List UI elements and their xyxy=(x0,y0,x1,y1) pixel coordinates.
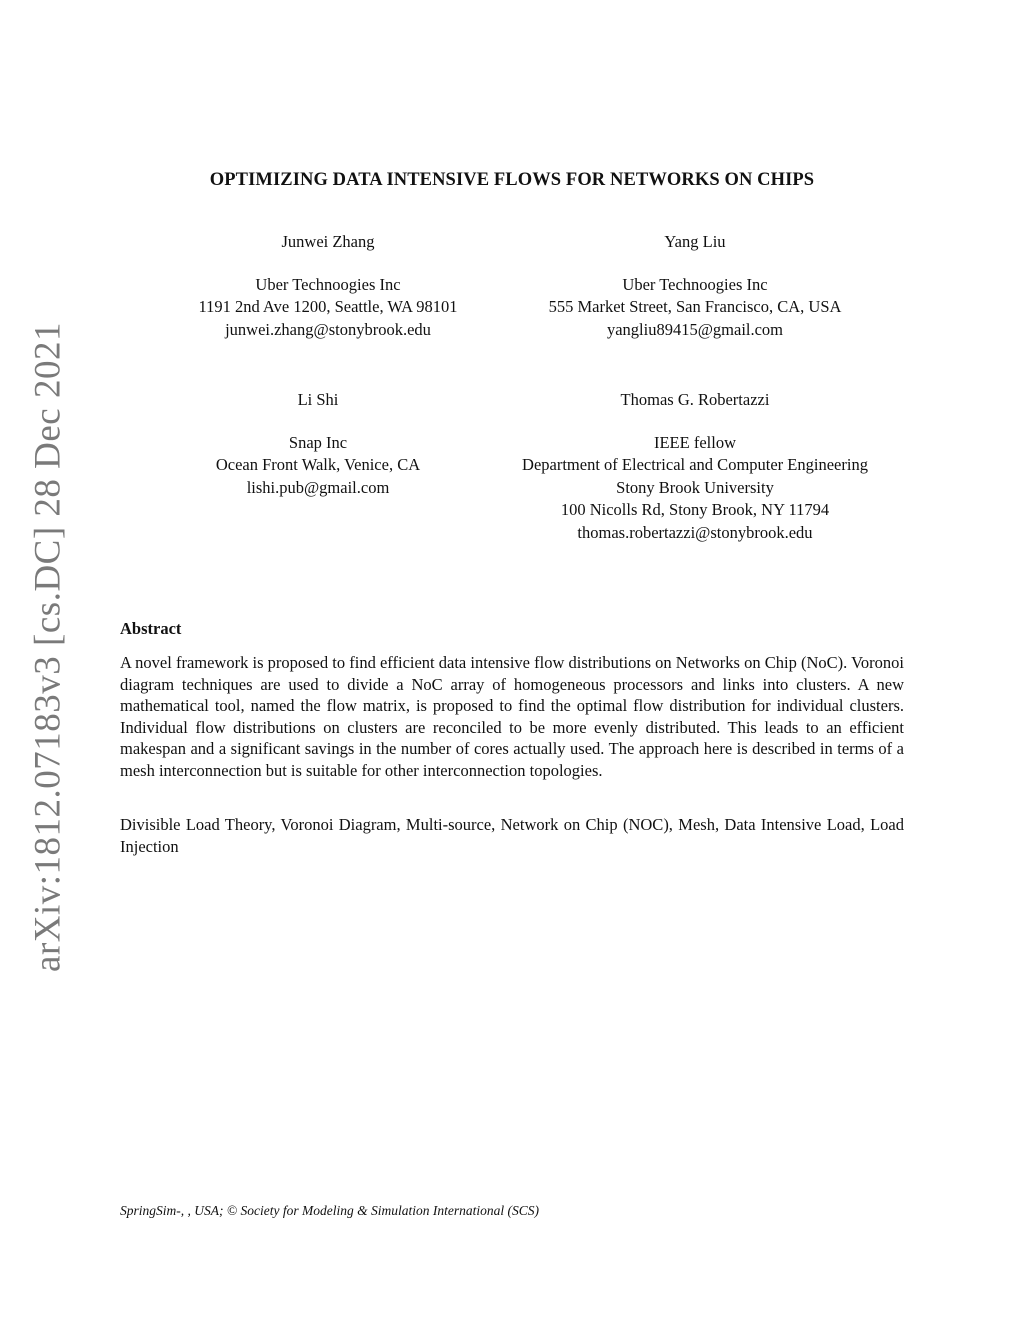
author-name: Li Shi xyxy=(297,390,339,409)
conference-footer: SpringSim-, , USA; © Society for Modeling & Simulation International (SCS) xyxy=(120,1203,539,1218)
arxiv-identifier: arXiv:1812.07183v3 [cs.DC] 28 Dec 2021 xyxy=(27,322,69,972)
abstract-text: A novel framework is proposed to find efficient data intensive flow distributions on Networks on Chip (NoC). Voronoi diagram techniques are used to divide a NoC array of homogeneous processors and links into clusters. A new mathematical tool, named the flow matrix, is proposed to find the optimal flow distribution for individual clusters. Individual flow distributions on clusters are reconciled to be more evenly distributed. This leads to an efficient makespan and a significant savings in the number of cores actually used. The approach here is described in terms of a mesh interconnection but is suitable for other interconnection topologies. xyxy=(120,653,904,780)
author-email: yangliu89415@gmail.com xyxy=(606,319,784,339)
keywords: Divisible Load Theory, Voronoi Diagram, Multi-source, Network on Chip (NOC), Mesh, Data Intensive Load, Load Injection xyxy=(120,815,904,856)
author-address: 100 Nicolls Rd, Stony Brook, NY 11794 xyxy=(560,500,830,519)
author-address: 1191 2nd Ave 1200, Seattle, WA 98101 xyxy=(198,297,458,316)
author-affiliation: Uber Technoogies Inc xyxy=(255,274,401,294)
author-address: Ocean Front Walk, Venice, CA xyxy=(215,455,421,474)
author-affiliation: Uber Technoogies Inc xyxy=(622,274,768,294)
author-email: junwei.zhang@stonybrook.edu xyxy=(225,319,431,339)
author-affiliation: Stony Brook University xyxy=(616,477,774,497)
author-block-yang-liu xyxy=(485,231,905,341)
author-title: IEEE fellow xyxy=(653,432,736,452)
author-name: Yang Liu xyxy=(664,232,726,251)
author-email: thomas.robertazzi@stonybrook.edu xyxy=(577,522,813,542)
paper-title: OPTIMIZING DATA INTENSIVE FLOWS FOR NETWORKS ON CHIPS xyxy=(209,170,815,190)
author-name: Thomas G. Robertazzi xyxy=(620,390,770,409)
author-address: 555 Market Street, San Francisco, CA, USA xyxy=(548,297,842,316)
author-block-thomas-robertazzi xyxy=(485,389,905,544)
author-email: lishi.pub@gmail.com xyxy=(246,477,390,497)
author-block-junwei-zhang xyxy=(118,231,538,341)
abstract-heading: Abstract xyxy=(120,619,182,638)
author-block-li-shi xyxy=(108,389,528,499)
author-department: Department of Electrical and Computer Engineering xyxy=(522,455,868,474)
author-affiliation: Snap Inc xyxy=(288,432,348,452)
author-name: Junwei Zhang xyxy=(281,232,375,251)
